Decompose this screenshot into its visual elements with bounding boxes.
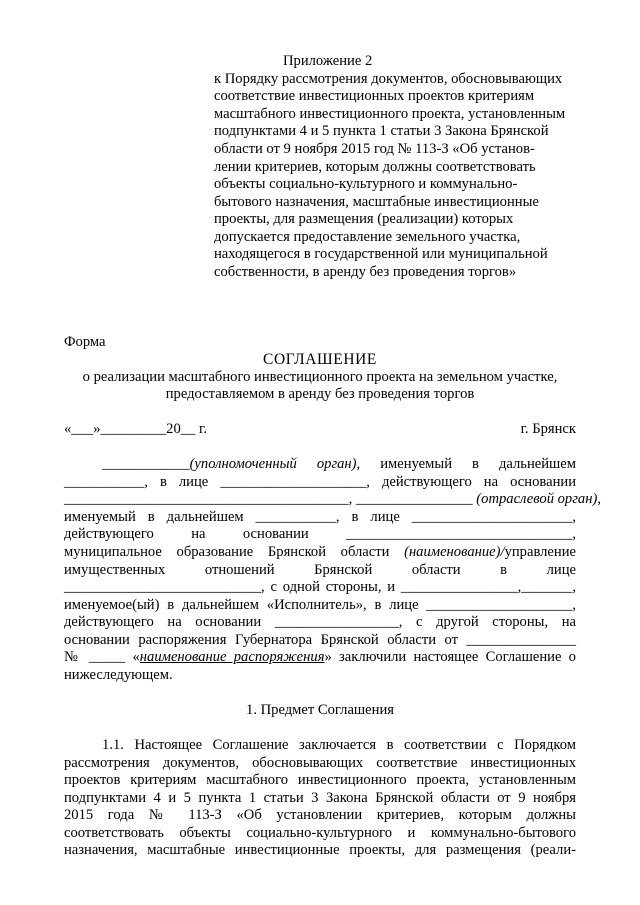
form-label: Форма: [64, 334, 106, 350]
appendix-line: бытового назначения, масштабные инвестиционные: [214, 194, 539, 210]
body-line: [102, 456, 576, 473]
appendix-line: собственности, в аренду без проведения торгов»: [214, 264, 517, 280]
body-line: [64, 649, 576, 666]
body-line: [64, 544, 576, 561]
appendix-title: Приложение 2: [283, 53, 373, 69]
body-text: _______________________________________, ________________: [64, 491, 473, 507]
body-line: нижеследующем.: [64, 667, 173, 683]
name-placeholder: (наименование)/: [404, 544, 505, 560]
body-text: » заключили настоящее Соглашение о: [324, 649, 576, 665]
appendix-line: проекты, для размещения (реализации) которых: [214, 211, 514, 227]
appendix-line: объекты социально-культурного и коммунально-: [214, 176, 518, 192]
appendix-line: допускается предоставление земельного участка,: [214, 229, 521, 245]
body-line: имущественных отношений Брянской области в лице: [64, 562, 576, 578]
body-line: именуемый в дальнейшем ___________, в лице ______________________,: [64, 509, 576, 525]
blank-field: ____________: [102, 456, 190, 472]
appendix-line: масштабного инвестиционного проекта, установленным: [214, 106, 566, 122]
section-line: соответствовать объекты социально-культурного и коммунально-бытового: [64, 825, 576, 841]
date-line: «___»_________20__ г.: [64, 421, 207, 437]
section-heading: 1. Предмет Соглашения: [246, 702, 394, 718]
body-line: действующего на основании _______________________________,: [64, 526, 576, 542]
body-line: [64, 491, 601, 508]
body-line: ___________, в лице ____________________, действующего на основании: [64, 474, 576, 490]
section-line: подпунктами 4 и 5 пункта 1 статьи 3 Закона Брянской области от 9 ноября: [64, 790, 576, 806]
appendix-line: подпунктами 4 и 5 пункта 1 статьи 3 Закона Брянской: [214, 123, 549, 139]
appendix-line: соответствие инвестиционных проектов критериям: [214, 88, 535, 104]
body-text: управление: [504, 544, 576, 560]
city-name: г. Брянск: [520, 421, 576, 437]
agreement-heading: СОГЛАШЕНИЕ: [263, 351, 377, 368]
section-line: 1.1. Настоящее Соглашение заключается в соответствии с Порядком: [102, 737, 576, 753]
section-line: проектов критериям масштабного инвестиционного проекта, установленным: [64, 772, 576, 788]
body-text: именуемый в дальнейшем: [380, 456, 576, 472]
appendix-line: лении критериев, которым должны соответствовать: [214, 159, 536, 175]
appendix-line: находящегося в государственной или муниципальной: [214, 246, 548, 262]
body-text: муниципальное образование Брянской области: [64, 544, 390, 560]
agreement-subtitle-1: о реализации масштабного инвестиционного проекта на земельном участке,: [82, 369, 558, 385]
body-line: основании распоряжения Губернатора Брянской области от _______________: [64, 632, 576, 648]
section-line: назначения, масштабные инвестиционные проекты, для размещения (реали-: [64, 842, 576, 858]
authority-placeholder: (уполномоченный орган),: [189, 456, 361, 472]
agreement-subtitle-2: предоставляемом в аренду без проведения торгов: [165, 386, 475, 402]
body-line: именуемое(ый) в дальнейшем «Исполнитель», в лице ____________________,: [64, 597, 576, 613]
body-line: действующего на основании _________________, с другой стороны, на: [64, 614, 576, 630]
body-text: № _____ «: [64, 649, 140, 665]
section-line: рассмотрения документов, обосновывающих соответствие инвестиционных: [64, 755, 576, 771]
appendix-line: области от 9 ноября 2015 год № 113-З «Об установ-: [214, 141, 535, 157]
order-name-placeholder: наименование распоряжения: [139, 649, 325, 665]
body-line: ___________________________, с одной стороны, и ________________,_______,: [64, 579, 576, 595]
section-line: 2015 года № 113-З «Об установлении критериев, которым должны: [64, 807, 576, 823]
appendix-line: к Порядку рассмотрения документов, обосновывающих: [214, 71, 563, 87]
industry-body-placeholder: (отраслевой орган),: [476, 491, 601, 507]
